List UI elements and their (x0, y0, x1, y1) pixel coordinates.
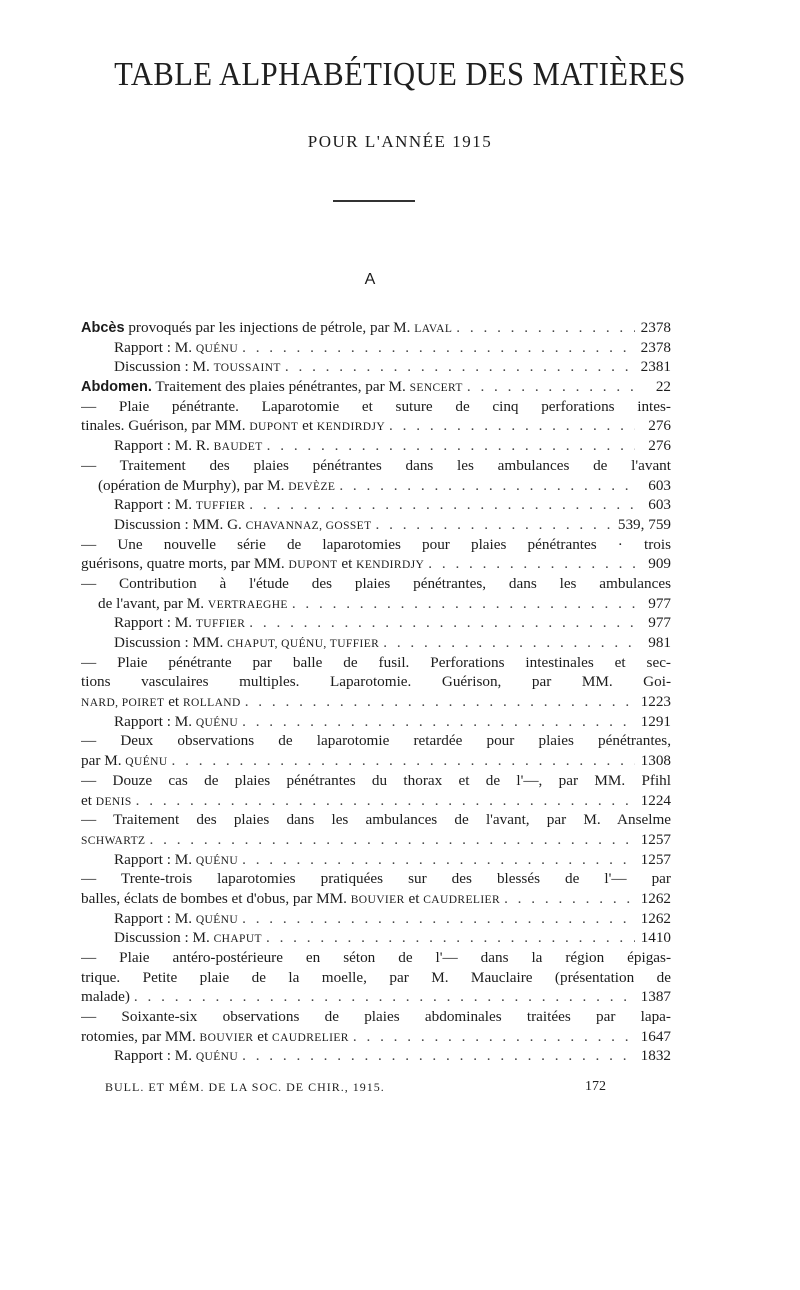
entry-text (81, 672, 671, 692)
index-entry-line (81, 436, 671, 456)
footer-page-number: 172 (585, 1079, 606, 1094)
index-entry-line (81, 712, 671, 732)
dot-leader (428, 554, 635, 574)
entry-page-number: 977 (648, 594, 671, 612)
entry-text (114, 1046, 238, 1066)
author-name: QUÉNU (195, 913, 239, 926)
entry-text (81, 456, 671, 476)
entry-text-part: — Contribution à l'étude des plaies pénétrantes, dans les ambulances (81, 574, 671, 592)
author-name: DUPONT (249, 421, 299, 434)
index-entry-line (81, 791, 671, 811)
entry-text-part: balles, éclats de bombes et d'obus, par MM. (81, 889, 351, 907)
author-name: LAVAL (414, 323, 453, 335)
index-entry-line (81, 810, 671, 830)
entry-text-part: par M. (81, 752, 126, 770)
entry-text-part: — Plaie antéro-postérieure en séton de l'— dans la région épigas- (81, 949, 671, 966)
entry-text-part: — Traitement des plaies pénétrantes dans les ambulances de l'avant (81, 456, 671, 474)
page-title: TABLE ALPHABÉTIQUE DES MATIÈRES (114, 56, 686, 93)
dot-leader (456, 318, 635, 338)
entry-page-number: 981 (648, 634, 671, 651)
entry-text (81, 416, 385, 436)
entry-text (81, 377, 463, 397)
entry-page-number: 1832 (640, 1047, 671, 1065)
author-name: QUÉNU (125, 756, 168, 769)
entry-text (114, 712, 238, 732)
dot-leader (249, 495, 635, 515)
index-entry-line (81, 830, 671, 850)
page-subtitle: POUR L'ANNÉE 1915 (307, 132, 493, 151)
index-entry-line (81, 1007, 671, 1027)
entry-text (81, 751, 168, 771)
index-entry-line (81, 692, 671, 712)
entry-text-part: — Une nouvelle série de laparotomies pour plaies pénétrantes · trois (81, 535, 671, 553)
index-entry-line (81, 928, 671, 948)
entry-text-part: — Douze cas de plaies pénétrantes du thorax et de l'—, par MM. Pfihl (81, 771, 671, 789)
entry-text-part: et (81, 791, 96, 809)
entry-text (81, 889, 500, 909)
entry-text (114, 613, 245, 633)
author-name: TOUSSAINT (213, 362, 281, 375)
dot-leader (383, 633, 635, 653)
entry-text (81, 948, 671, 968)
entry-text-part: Rapport : M. (114, 850, 196, 868)
author-name: QUÉNU (195, 716, 239, 729)
entry-text-part: trique. Petite plaie de la moelle, par M. Mauclaire (présentation de (81, 968, 671, 986)
entry-text (114, 909, 238, 929)
index-entry-line (81, 909, 671, 929)
entry-page-number: 1410 (640, 929, 671, 947)
dot-leader (172, 751, 635, 771)
entry-text (98, 476, 335, 496)
index-entry-line (81, 338, 671, 358)
entry-text (114, 928, 262, 948)
entry-text (81, 869, 671, 889)
entry-text-part: et (337, 555, 357, 573)
entry-text-part: Rapport : M. (114, 614, 196, 632)
section-letter: A (364, 271, 376, 288)
entry-text-part: — Deux observations de laparotomie retardée pour plaies pénétrantes, (81, 732, 671, 750)
entry-page-number: 603 (648, 476, 671, 494)
entry-text-part: Traitement des plaies pénétrantes, par M. (151, 378, 410, 396)
entry-text-part: Discussion : M. (114, 929, 214, 947)
index-entry-line (81, 771, 671, 791)
dot-leader (376, 515, 614, 535)
entry-page-number: 977 (648, 614, 671, 632)
index-entry-line (81, 535, 671, 555)
dot-leader (242, 338, 635, 358)
dot-leader (242, 850, 635, 870)
entry-text (81, 554, 424, 574)
index-entry-line (81, 495, 671, 515)
index-entry-line (81, 850, 671, 870)
entry-text (81, 535, 671, 555)
index-entry-line (81, 1027, 671, 1047)
index-entry-line (81, 968, 671, 988)
entry-page-number: 276 (648, 437, 671, 455)
entry-text (81, 987, 130, 1007)
entry-text-part: Rapport : M. (114, 496, 196, 514)
index-entry-line (81, 613, 671, 633)
author-name: SENCERT (409, 382, 463, 395)
entry-text (114, 338, 238, 358)
index-entry-line (81, 751, 671, 771)
entry-text-part: — Traitement des plaies dans les ambulances de l'avant, par M. Anselme (81, 811, 671, 829)
author-name: TUFFIER (195, 500, 246, 513)
entry-page-number: 1257 (640, 850, 671, 868)
entry-page-number: 22 (655, 378, 671, 396)
dot-leader (467, 377, 635, 397)
entry-text (114, 495, 245, 515)
index-entry-line (81, 554, 671, 574)
dot-leader (136, 791, 635, 811)
index-entry-line (81, 633, 671, 653)
dot-leader (150, 830, 636, 850)
entry-text (81, 791, 132, 811)
entry-text (114, 633, 379, 653)
entry-page-number: 909 (648, 555, 671, 573)
entry-text (81, 318, 452, 338)
entry-text-part: — Plaie pénétrante. Laparotomie et suture de cinq perforations intes- (81, 397, 671, 415)
author-name: CHAPUT (213, 933, 262, 946)
index-entry-line (81, 357, 671, 377)
entry-text (81, 731, 671, 751)
dot-leader (285, 357, 635, 377)
entry-text-part: et (404, 889, 424, 907)
entry-text-part: et (253, 1027, 273, 1045)
dot-leader (242, 1046, 635, 1066)
entry-text (114, 850, 238, 870)
entry-text (114, 436, 263, 456)
author-name: KENDIRDJY (316, 421, 386, 434)
entry-page-number: 2378 (640, 319, 671, 336)
index-entry-line (81, 515, 671, 535)
entry-page-number: 1224 (640, 791, 671, 809)
author-name: VERTRAEGHE (207, 598, 288, 611)
author-name: NARD, POIRET (81, 697, 165, 710)
entry-text (81, 574, 671, 594)
author-name: SCHWARTZ (81, 834, 146, 847)
index-entries (81, 318, 671, 1066)
author-name: CHAPUT, QUÉNU, TUFFIER (227, 638, 380, 650)
author-name: DUPONT (288, 559, 338, 572)
dot-leader (242, 712, 635, 732)
entry-text-part: Rapport : M. (114, 909, 196, 927)
index-entry-line (81, 1046, 671, 1066)
entry-text-part: provoqués par les injections de pétrole, par M. (124, 319, 415, 336)
footer-citation: BULL. ET MÉM. DE LA SOC. DE CHIR., 1915. (105, 1080, 385, 1094)
entry-text-part: et (164, 693, 183, 711)
dot-leader (249, 613, 635, 633)
entry-text (81, 810, 671, 830)
index-entry-line (81, 318, 671, 338)
author-name: TUFFIER (195, 618, 246, 631)
dot-leader (353, 1027, 635, 1047)
index-entry-line (81, 948, 671, 968)
entry-text-part: rotomies, par MM. (81, 1027, 200, 1045)
author-name: QUÉNU (195, 854, 239, 867)
index-entry-line (81, 476, 671, 496)
entry-page-number: 2381 (640, 358, 671, 376)
author-name: BAUDET (213, 441, 263, 454)
author-name: DENIS (95, 795, 132, 808)
entry-heading: Abdomen. (81, 379, 152, 396)
index-entry-line (81, 869, 671, 889)
entry-text-part: Discussion : MM. G. (114, 515, 246, 533)
author-name: CAUDRELIER (423, 893, 501, 906)
dot-leader (242, 909, 635, 929)
entry-text-part: et (298, 417, 317, 435)
entry-text (81, 653, 671, 673)
entry-page-number: 276 (648, 417, 671, 435)
entry-page-number: 1223 (640, 693, 671, 711)
author-name: CAUDRELIER (272, 1031, 349, 1044)
index-entry-line (81, 594, 671, 614)
entry-page-number: 603 (648, 496, 671, 514)
entry-page-number: 1291 (640, 712, 671, 730)
dot-leader (266, 928, 635, 948)
dot-leader (134, 987, 635, 1007)
index-entry-line (81, 397, 671, 417)
dot-leader (339, 476, 635, 496)
entry-text (81, 1007, 671, 1027)
entry-text (114, 357, 281, 377)
author-name: CHAVANNAZ, GOSSET (245, 519, 372, 532)
entry-text-part: guérisons, quatre morts, par MM. (81, 555, 289, 573)
entry-text-part: — Soixante-six observations de plaies abdominales traitées par lapa- (81, 1008, 671, 1026)
index-entry-line (81, 377, 671, 397)
author-name: DEVÈZE (288, 480, 336, 493)
entry-text-part: tinales. Guérison, par MM. (81, 417, 250, 435)
dot-leader (389, 416, 635, 436)
entry-heading: Abcès (81, 320, 125, 336)
dot-leader (267, 436, 635, 456)
entry-text-part: — Plaie pénétrante par balle de fusil. Perforations intestinales et sec- (81, 653, 671, 671)
entry-page-number: 1257 (640, 830, 671, 848)
entry-page-number: 1387 (640, 988, 671, 1006)
entry-text-part: — Trente-trois laparotomies pratiquées sur des blessés de l'— par (81, 870, 671, 888)
entry-text-part: Rapport : M. (114, 338, 196, 356)
entry-text-part: de l'avant, par M. (98, 594, 208, 612)
entry-text (81, 397, 671, 417)
author-name: QUÉNU (195, 342, 239, 355)
entry-page-number: 1262 (640, 909, 671, 927)
entry-text (81, 830, 146, 850)
page-footer (105, 1080, 625, 1095)
entry-text (114, 515, 372, 535)
entry-text (81, 771, 671, 791)
author-name: QUÉNU (195, 1051, 239, 1064)
dot-leader (504, 889, 635, 909)
entry-text-part: tions vasculaires multiples. Laparotomie. Guérison, par MM. Goi- (81, 673, 671, 691)
entry-text-part: malade) (81, 988, 130, 1006)
entry-text (81, 692, 241, 712)
dot-leader (292, 594, 635, 614)
entry-page-number: 539, 759 (617, 515, 671, 533)
author-name: BOUVIER (350, 893, 405, 906)
entry-page-number: 1647 (640, 1027, 671, 1045)
entry-text-part: Discussion : MM. (114, 634, 228, 651)
entry-text-part: Discussion : M. (114, 358, 214, 376)
entry-text-part: Rapport : M. (114, 1047, 196, 1065)
entry-page-number: 1308 (640, 752, 671, 770)
index-entry-line (81, 672, 671, 692)
author-name: ROLLAND (182, 697, 241, 710)
entry-text (98, 594, 288, 614)
index-entry-line (81, 987, 671, 1007)
author-name: KENDIRDJY (356, 559, 425, 572)
entry-page-number: 2378 (640, 338, 671, 356)
index-entry-line (81, 889, 671, 909)
index-entry-line (81, 731, 671, 751)
entry-text-part: Rapport : M. (114, 712, 196, 730)
entry-text (81, 968, 671, 988)
index-entry-line (81, 416, 671, 436)
entry-text-part: (opération de Murphy), par M. (98, 476, 289, 494)
entry-text-part: Rapport : M. R. (114, 437, 214, 455)
title-divider (333, 200, 415, 202)
index-entry-line (81, 653, 671, 673)
dot-leader (245, 692, 635, 712)
index-entry-line (81, 456, 671, 476)
entry-text (81, 1027, 349, 1047)
index-entry-line (81, 574, 671, 594)
entry-page-number: 1262 (640, 889, 671, 907)
author-name: BOUVIER (199, 1031, 254, 1044)
